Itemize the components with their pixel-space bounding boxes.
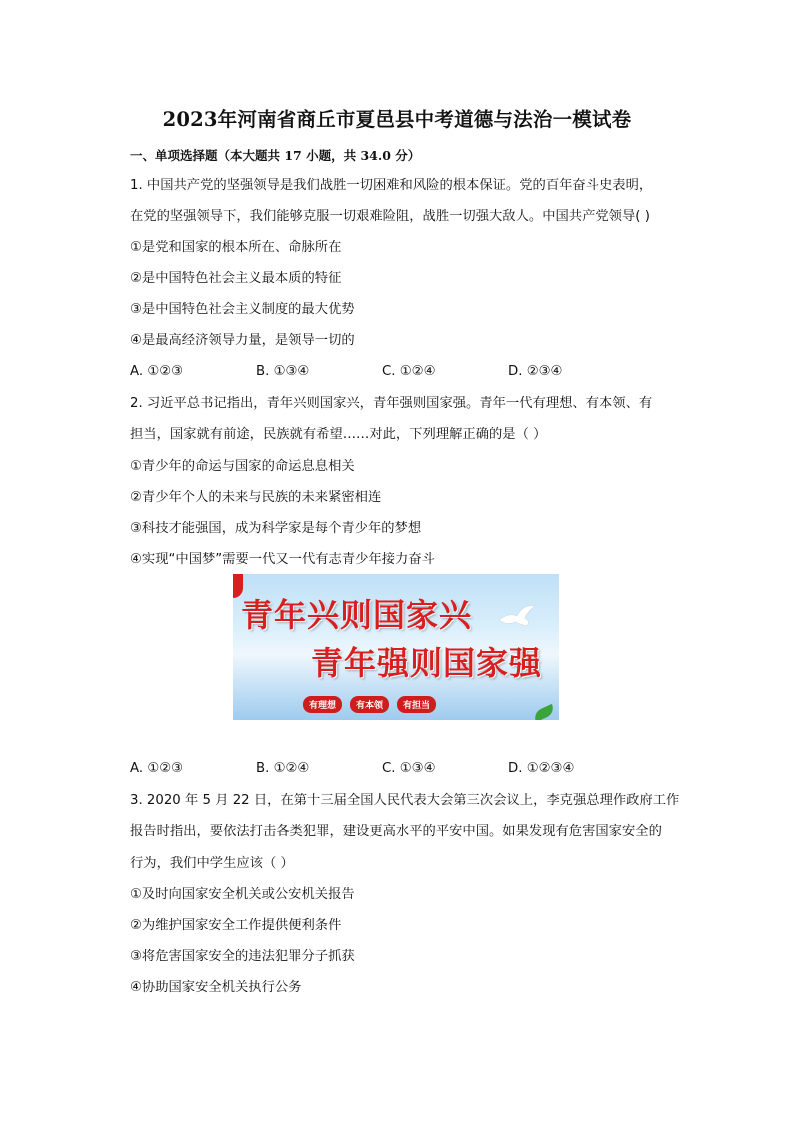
- q3-item-2: ②为维护国家安全工作提供便利条件: [130, 918, 342, 933]
- q3-item-1: ①及时向国家安全机关或公安机关报告: [130, 887, 355, 902]
- q1-stem-line2: 在党的坚强领导下，我们能够克服一切艰难险阻，战胜一切强大敌人。中国共产党领导( ): [130, 209, 650, 224]
- q1-item-3: ③是中国特色社会主义制度的最大优势: [130, 302, 355, 317]
- q1-options: [130, 364, 650, 379]
- page-title: 2023年河南省商丘市夏邑县中考道德与法治一模试卷: [162, 108, 632, 131]
- banner-line2: 青年强则国家强: [311, 644, 543, 682]
- q2-option-c[interactable]: C. ①③④: [382, 761, 436, 776]
- q2-stem-line2: 担当，国家就有前途，民族就有希望……对此，下列理解正确的是（ ）: [130, 427, 547, 442]
- banner-tag-3: 有担当: [397, 696, 436, 713]
- q1-item-1: ①是党和国家的根本所在、命脉所在: [130, 240, 342, 255]
- section-heading: 一、单项选择题（本大题共 17 小题，共 34.0 分）: [130, 148, 421, 163]
- youth-banner-image: [233, 574, 559, 720]
- q2-item-1: ①青少年的命运与国家的命运息息相关: [130, 459, 355, 474]
- q1-option-b[interactable]: B. ①③④: [256, 364, 310, 379]
- q2-stem-line1: 2. 习近平总书记指出，青年兴则国家兴，青年强则国家强。青年一代有理想、有本领、有: [130, 396, 653, 411]
- q3-item-3: ③将危害国家安全的违法犯罪分子抓获: [130, 949, 355, 964]
- q2-option-a[interactable]: A. ①②③: [130, 761, 184, 776]
- q2-item-2: ②青少年个人的未来与民族的未来紧密相连: [130, 490, 382, 505]
- q2-option-d[interactable]: D. ①②③④: [508, 761, 575, 776]
- q1-option-c[interactable]: C. ①②④: [382, 364, 436, 379]
- q3-stem-line2: 报告时指出，要依法打击各类犯罪，建设更高水平的平安中国。如果发现有危害国家安全的: [130, 824, 662, 839]
- q2-item-4: ④实现“中国梦”需要一代又一代有志青少年接力奋斗: [130, 552, 435, 567]
- q3-stem-line1: 3. 2020 年 5 月 22 日，在第十三届全国人民代表大会第三次会议上，李克强总理作政府工作: [130, 793, 680, 808]
- banner-tag-1: 有理想: [303, 696, 342, 713]
- q1-stem-line1: 1. 中国共产党的坚强领导是我们战胜一切困难和风险的根本保证。党的百年奋斗史表明，: [130, 178, 653, 193]
- banner-tags: [303, 696, 436, 713]
- q3-item-4: ④协助国家安全机关执行公务: [130, 980, 302, 995]
- q2-item-3: ③科技才能强国，成为科学家是每个青少年的梦想: [130, 521, 422, 536]
- leaf-decoration: [532, 704, 556, 720]
- q1-option-d[interactable]: D. ②③④: [508, 364, 563, 379]
- q2-options: [130, 761, 650, 776]
- q3-stem-line3: 行为，我们中学生应该（ ）: [130, 856, 294, 871]
- dove-icon: [497, 602, 537, 632]
- q1-option-a[interactable]: A. ①②③: [130, 364, 184, 379]
- banner-line1: 青年兴则国家兴: [241, 596, 473, 634]
- q2-option-b[interactable]: B. ①②④: [256, 761, 310, 776]
- q1-item-4: ④是最高经济领导力量，是领导一切的: [130, 333, 355, 348]
- q1-item-2: ②是中国特色社会主义最本质的特征: [130, 271, 342, 286]
- banner-tag-2: 有本领: [350, 696, 389, 713]
